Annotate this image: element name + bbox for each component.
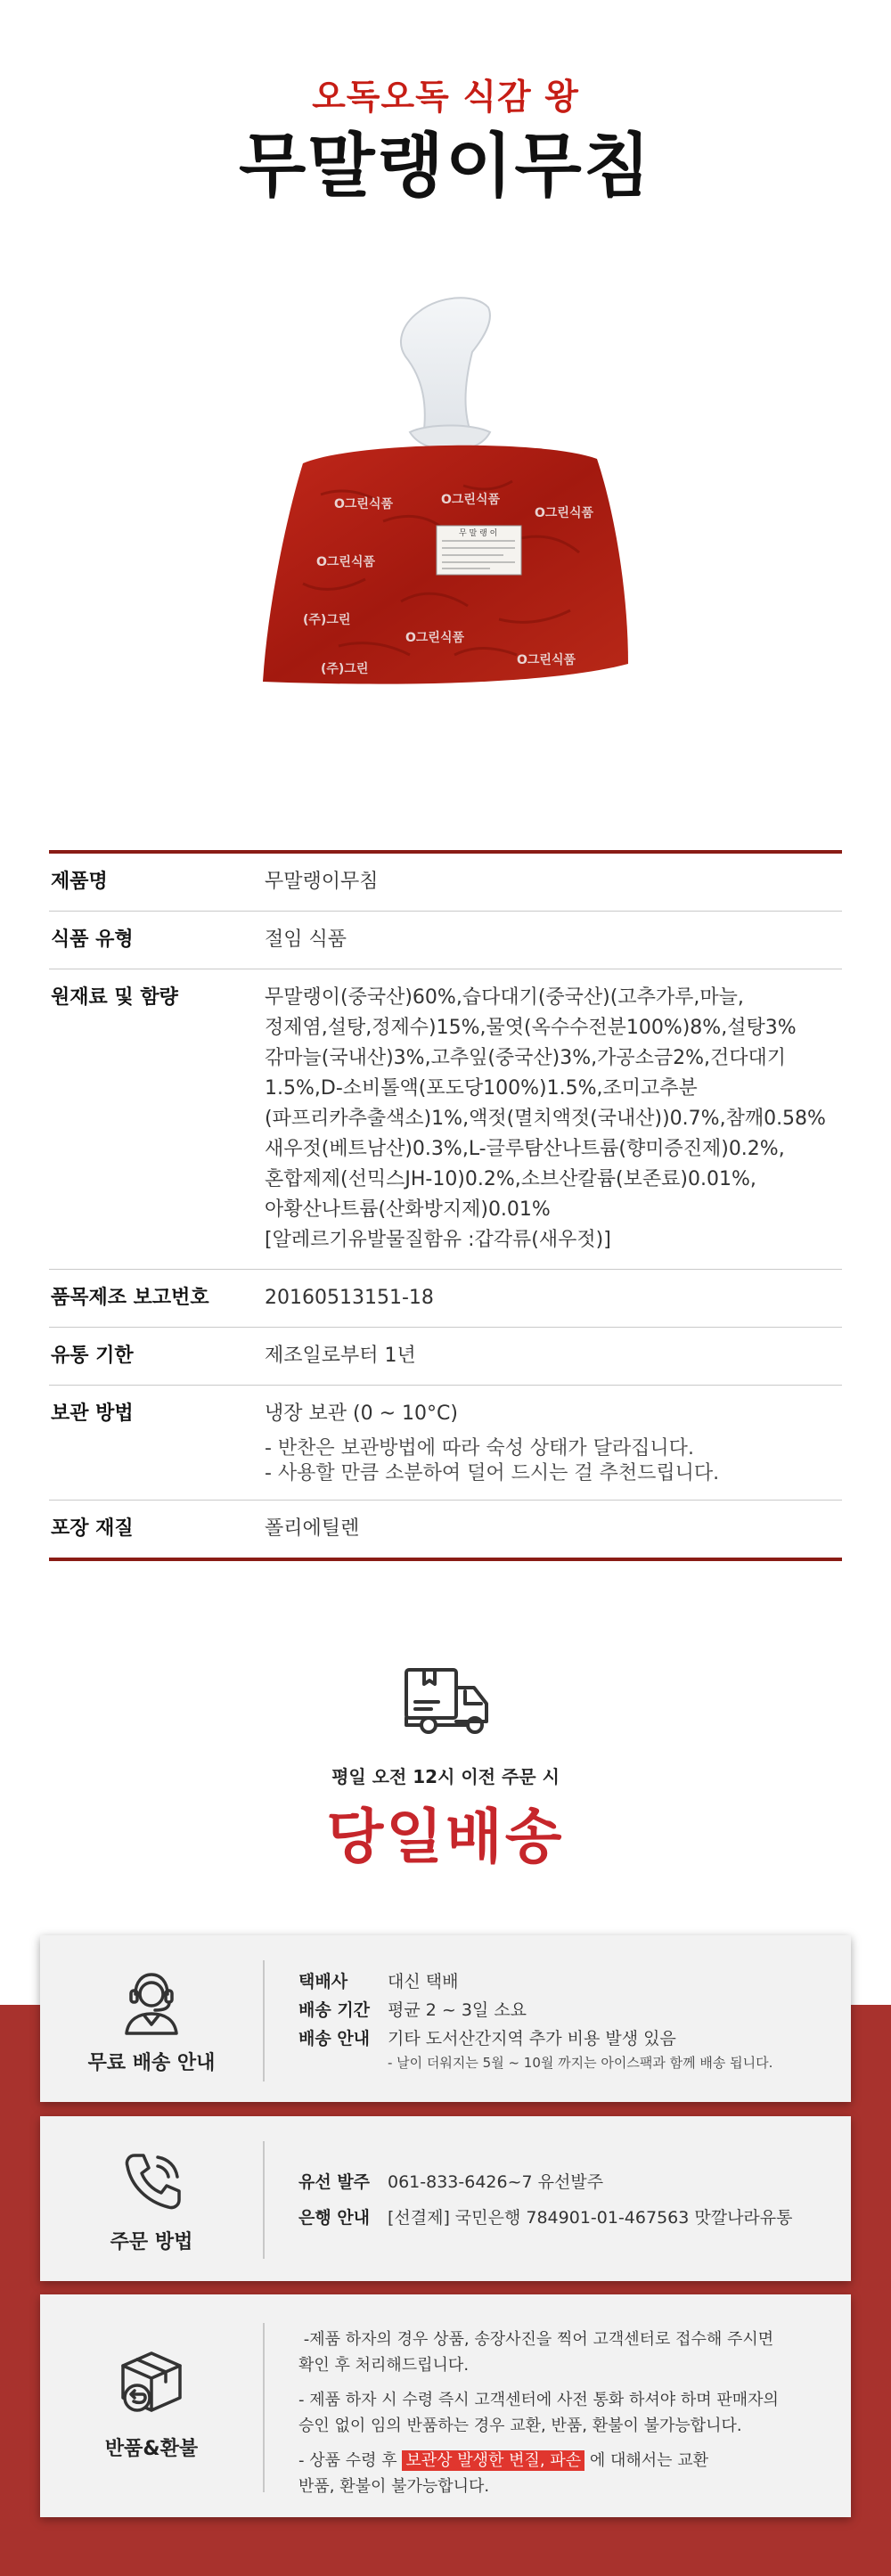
- ingredient-line: 무말랭이(중국산)60%,습다대기(중국산)(고추가루,마늘,: [265, 986, 744, 1009]
- svg-text:(주)그린: (주)그린: [303, 613, 351, 627]
- spec-row-packaging: [49, 1501, 842, 1558]
- row-key: 은행 안내: [298, 2208, 371, 2228]
- spec-label: 품목제조 보고번호: [51, 1287, 209, 1309]
- spec-value: [265, 983, 842, 1255]
- ingredient-line: 아황산나트륨(산화방지제)0.01%: [265, 1198, 551, 1221]
- ingredient-line: 1.5%,D-소비톨액(포도당100%)1.5%,조미고추분: [265, 1077, 698, 1100]
- bank-account: [선결제] 국민은행 784901-01-467563 맛깔나라유통: [388, 2208, 793, 2228]
- return-paragraph: -제품 하자의 경우 상품, 송장사진을 찍어 고객센터로 접수해 주시면 확인 후 처리해드립니다.: [298, 2330, 774, 2375]
- same-day-title: 당일배송: [326, 1803, 565, 1871]
- spec-label: 포장 재질: [51, 1517, 134, 1540]
- spec-value: 절임 식품: [265, 928, 347, 951]
- shipping-row: [298, 1996, 833, 2024]
- return-box-icon: [118, 2348, 187, 2417]
- svg-text:(주)그린: (주)그린: [321, 662, 369, 676]
- ice-pack-note: - 날이 더워지는 5월 ~ 10월 까지는 아이스팩과 함께 배송 됩니다.: [388, 2055, 773, 2071]
- svg-text:O그린식품: O그린식품: [316, 555, 375, 569]
- shipping-row: [298, 2024, 833, 2053]
- row-key: 배송 안내: [298, 2029, 371, 2049]
- headset-agent-icon: [118, 1969, 185, 2037]
- row-key: 배송 기간: [298, 2000, 371, 2020]
- ingredient-line: (파프리카추출색소)1%,액젓(멸치액젓(국내산))0.7%,참깨0.58%: [265, 1108, 826, 1130]
- svg-text:O그린식품: O그린식품: [441, 493, 500, 507]
- product-spec-table: [49, 850, 842, 1561]
- card-label: 무료 배송 안내: [87, 2052, 216, 2074]
- divider: [263, 2141, 265, 2259]
- return-refund-card: [40, 2294, 851, 2517]
- ingredient-line: 새우젓(베트남산)0.3%,L-글루탐산나트륨(향미증진제)0.2%,: [265, 1138, 785, 1160]
- product-title: 무말랭이무침: [238, 127, 653, 207]
- row-value: 평균 2 ~ 3일 소요: [388, 2000, 527, 2020]
- order-row: [298, 2200, 833, 2236]
- storage-note: - 반찬은 보관방법에 따라 숙성 상태가 달라집니다.: [265, 1437, 694, 1460]
- svg-text:O그린식품: O그린식품: [535, 506, 593, 520]
- spec-value: 20160513151-18: [265, 1287, 434, 1309]
- damage-highlight: 보관상 발생한 변질, 파손: [402, 2450, 584, 2471]
- ingredient-line: 갂마늘(국내산)3%,고추잎(중국산)3%,가공소금2%,건다대기: [265, 1047, 787, 1069]
- spec-value: 제조일로부터 1년: [265, 1345, 416, 1367]
- spec-row-report-number: [49, 1270, 842, 1328]
- spec-value: 폴리에틸렌: [265, 1517, 360, 1540]
- row-key: 유선 발주: [298, 2172, 371, 2192]
- product-subtitle: 오독오독 식감 왕: [312, 78, 579, 118]
- row-key: 택배사: [298, 1972, 348, 1991]
- phone-number: 061-833-6426~7 유선발주: [388, 2172, 604, 2192]
- svg-text:무 말 랭 이: 무 말 랭 이: [459, 529, 498, 538]
- spec-row-name: [49, 854, 842, 912]
- row-value: 기타 도서산간지역 추가 비용 발생 있음: [388, 2029, 676, 2049]
- shipping-info-card: [40, 1935, 851, 2102]
- ingredient-line: 혼합제제(선믹스JH-10)0.2%,소브산칼륨(보존료)0.01%,: [265, 1168, 756, 1190]
- return-paragraph: - 상품 수령 후 보관상 발생한 변질, 파손 에 대해서는 교환 반품, 환불이 불가능합니다.: [298, 2451, 708, 2496]
- card-label: 반품&환불: [104, 2438, 199, 2460]
- spec-row-ingredients: [49, 969, 842, 1270]
- divider: [263, 2323, 265, 2492]
- card-label: 주문 방법: [110, 2231, 193, 2253]
- storage-note: - 사용할 만큼 소분하여 덜어 드시는 걸 추천드립니다.: [265, 1462, 720, 1484]
- row-value: 대신 택배: [388, 1972, 459, 1991]
- order-row: [298, 2164, 833, 2200]
- phone-icon: [122, 2150, 184, 2212]
- divider: [263, 1960, 265, 2081]
- spec-value: 냉장 보관 (0 ~ 10°C): [265, 1402, 458, 1425]
- shipping-row: [298, 1967, 833, 1996]
- spec-row-type: [49, 912, 842, 969]
- svg-text:O그린식품: O그린식품: [405, 631, 464, 645]
- spec-label: 유통 기한: [51, 1345, 134, 1367]
- delivery-truck-icon: [403, 1666, 492, 1738]
- spec-label: 보관 방법: [51, 1402, 134, 1425]
- spec-label: 식품 유형: [51, 928, 134, 951]
- product-image: [249, 290, 650, 726]
- svg-text:O그린식품: O그린식품: [517, 653, 576, 667]
- spec-label: 제품명: [51, 871, 108, 893]
- return-paragraph: - 제품 하자 시 수령 즉시 고객센터에 사전 통화 하셔야 하며 판매자의 승인 없이 임의 반품하는 경우 교환, 반품, 환불이 불가능합니다.: [298, 2391, 779, 2435]
- spec-row-storage: [49, 1386, 842, 1501]
- allergen-line: [알레르기유발물질함유 :갑각류(새우젓)]: [265, 1229, 611, 1251]
- order-method-card: [40, 2116, 851, 2281]
- spec-row-expiry: [49, 1328, 842, 1386]
- svg-text:O그린식품: O그린식품: [334, 497, 393, 511]
- ingredient-line: 정제염,설탕,정제수)15%,물엿(옥수수전분100%)8%,설탕3%: [265, 1017, 797, 1039]
- spec-label: 원재료 및 함량: [51, 986, 178, 1009]
- same-day-condition: 평일 오전 12시 이전 주문 시: [331, 1766, 560, 1787]
- spec-value: 무말랭이무침: [265, 871, 379, 893]
